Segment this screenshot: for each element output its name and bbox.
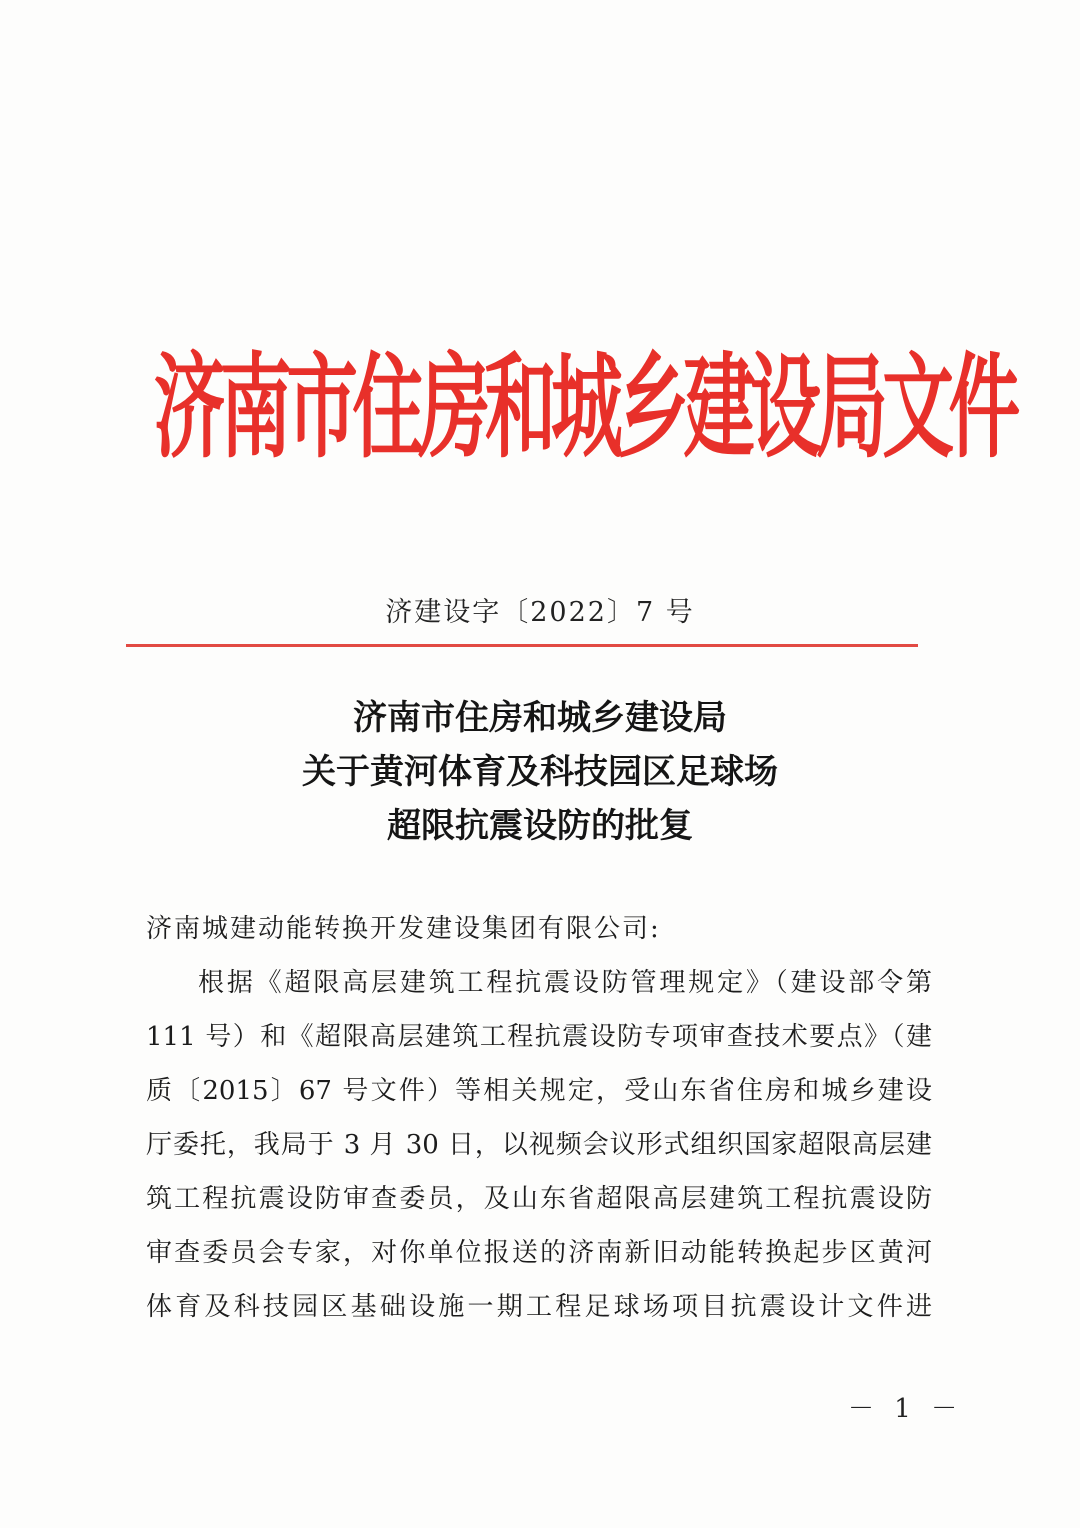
body-text-line: 厅委托，我局于 3 月 30 日，以视频会议形式组织国家超限高层建 [146,1130,932,1160]
body-text-line: 审查委员会专家，对你单位报送的济南新旧动能转换起步区黄河 [146,1238,932,1268]
body-text-line: 根据《超限高层建筑工程抗震设防管理规定》（建设部令第 [198,968,932,998]
body-text-line: 筑工程抗震设防审查委员，及山东省超限高层建筑工程抗震设防 [146,1184,932,1214]
document-title-line-1: 济南市住房和城乡建设局 [353,698,727,738]
document-title-line-3: 超限抗震设防的批复 [387,806,693,846]
page-number: － 1 － [848,1394,964,1424]
masthead-title: 济南市住房和城乡建设局文件 [153,343,1015,474]
body-text-line: 质〔2015〕67 号文件）等相关规定，受山东省住房和城乡建设 [146,1076,932,1106]
red-divider-line [126,644,918,647]
document-number: 济建设字〔2022〕7 号 [385,597,695,628]
body-text-line: 111 号）和《超限高层建筑工程抗震设防专项审查技术要点》（建 [146,1022,932,1052]
body-text-line: 体育及科技园区基础设施一期工程足球场项目抗震设计文件进 [146,1292,932,1322]
recipient-line: 济南城建动能转换开发建设集团有限公司: [146,914,661,944]
document-title-line-2: 关于黄河体育及科技园区足球场 [302,752,778,792]
